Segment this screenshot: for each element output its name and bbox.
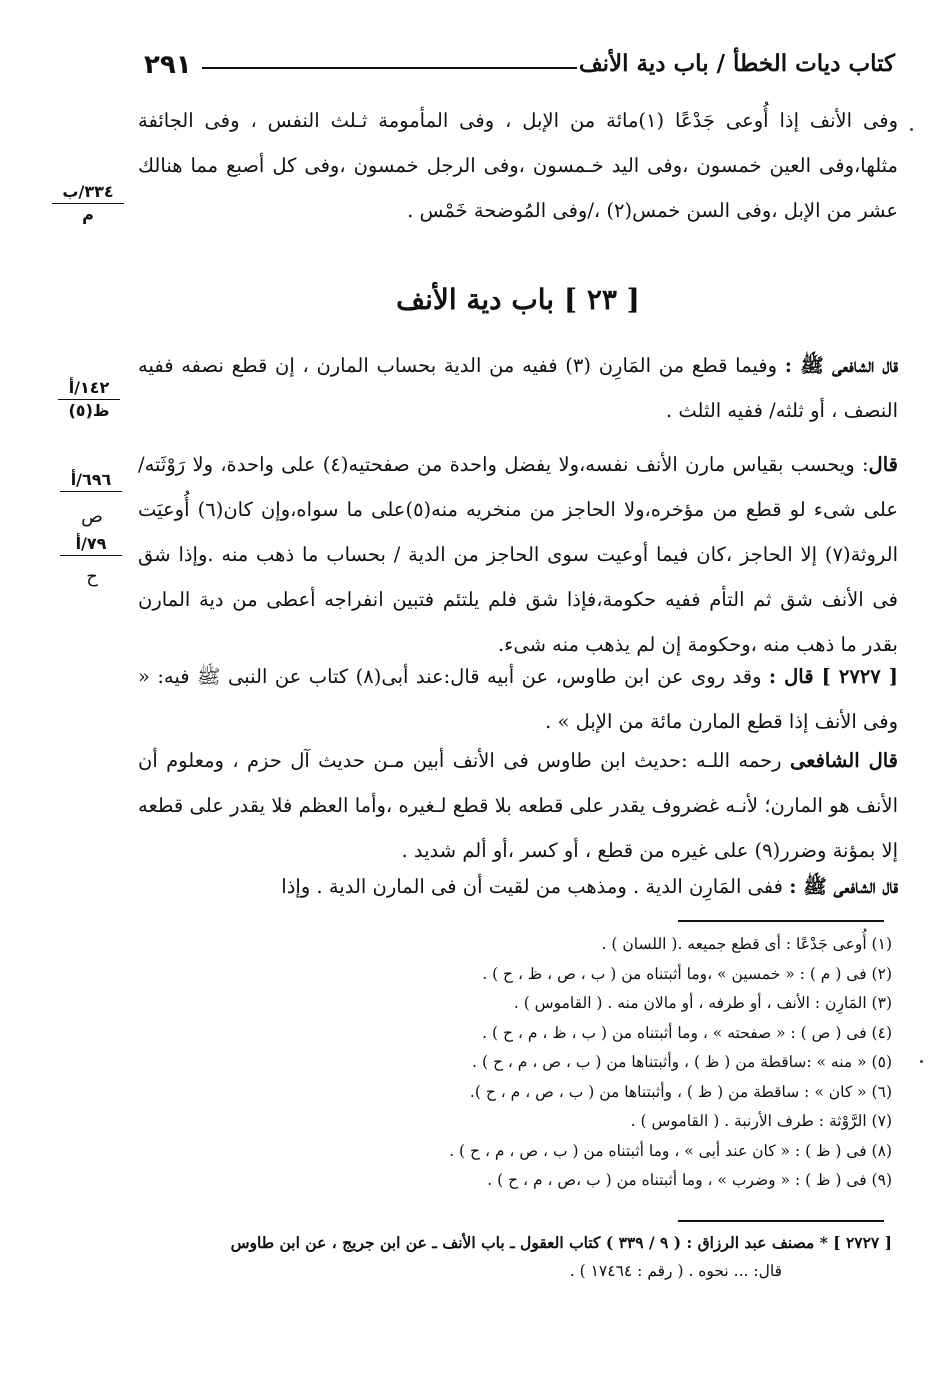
header-rule (202, 67, 577, 69)
running-header (140, 48, 895, 82)
paragraph (138, 343, 898, 433)
footnote-rule (678, 920, 884, 922)
paragraph-lead: قال الشافعى ﷺ : (789, 875, 898, 898)
paragraph-lead: [ ٢٧٢٧ ] قال : (768, 665, 898, 688)
source-note (120, 1228, 892, 1286)
paragraph-text: وفيما قطع من المَارِن (٣) ففيه من الدية بحساب المارن ، إن قطع نصفه ففيه النصف ، أو ثلثه/ ففيه الثلث . (138, 354, 898, 422)
paragraph-lead: قال الشافعى (789, 749, 898, 772)
footnote: (٣) المَارِن : الأنف ، أو طرفه ، أو مالان منه . ( القاموس ) . (513, 994, 892, 1012)
margin-note-siglum: م (82, 205, 94, 224)
paragraph-text: وقد روى عن ابن طاوس، عن أبيه قال:عند أبى(٨) كتاب عن النبى ﷺ فيه: « وفى الأنف إذا قطع المارن مائة من الإبل » . (138, 665, 898, 733)
paragraph-text: رحمه اللـه :حديث ابن طاوس فى الأنف أبين مـن حديث آل حزم ، ومعلوم أن الأنف هو المارن؛ لأنـه غضروف يقدر على قطعه بلا قطع لـغيره ،وأما العظم فلا يقدر على قطعه إلا بمؤنة وضرر(٩) على غيره من قطع ، أو كسر ،أو ألم شديد . (138, 749, 898, 862)
margin-note (60, 534, 122, 556)
footnotes (280, 930, 892, 1196)
footnote: (٤) فى ( ص ) : « صفحته » ، وما أثبتناه من ( ب ، ظ ، م ، ح ) . (482, 1023, 892, 1042)
section-heading: [ ٢٣ ] باب دية الأنف (396, 283, 640, 316)
margin-note-siglum: ص (81, 506, 103, 527)
margin-note-siglum: ظ(٥) (68, 401, 110, 420)
margin-note-folio: ٧٩/أ (60, 534, 122, 556)
footnote: (٥) « منه » :ساقطة من ( ظ ) ، وأثبتناها من ( ب ، ص ، م ، ح ) . (472, 1053, 892, 1071)
margin-note-siglum: ح (86, 566, 98, 587)
margin-note-folio: ٦٩٦/أ (60, 470, 122, 492)
margin-note-folio: ٣٣٤/ب (52, 182, 124, 204)
paragraph (138, 442, 898, 667)
stray-dot (910, 128, 913, 131)
margin-note (60, 470, 122, 492)
paragraph-text: : ويحسب بقياس مارن الأنف نفسه،ولا يفضل واحدة من صفحتيه(٤) على واحدة، ولا رَوْثَته/على شىء لو قطع من مؤخره،ولا الحاجز من منخريه منه(٥)على ما سواه،وإن كان(٦) أُوعيَت الروثة(٧) إلا الحاجز ،كان فيما أوعيت سوى الحاجز من الدية / بحساب ما ذهب منه .وإذا شق فى الأنف شق ثم التأم ففيه حكومة،فإذا شق فلم يلتئم فتبين انفراجه أعطى من دية المارن بقدر ما ذهب منه ،وحكومة إن لم يذهب منه شىء. (138, 453, 899, 656)
footnote: (٩) فى ( ظ ) : « وضرب » ، وما أثبتناه من ( ب ،ص ، م ، ح ) . (487, 1171, 892, 1189)
footnote: (٨) فى ( ظ ) : « كان عند أبى » ، وما أثبتناه من ( ب ، ص ، م ، ح ) . (449, 1141, 892, 1160)
running-title: كتاب ديات الخطأ / باب دية الأنف (578, 50, 895, 77)
paragraph (138, 98, 898, 233)
footnote: (٧) الرَّوْثة : طرف الأرنبة . ( القاموس ) . (630, 1112, 892, 1130)
paragraph-lead: قال الشافعى ﷺ : (784, 354, 899, 377)
margin-note (58, 378, 120, 421)
footnote: (١) أُوعى جَدْعًا : أى قطع جميعه .( اللسان ) . (601, 935, 892, 953)
footnote: (٦) « كان » : ساقطة من ( ظ ) ، وأثبتناها من ( ب ، ص ، م ، ح ). (469, 1082, 892, 1101)
margin-note-folio: ١٤٢/أ (58, 378, 120, 400)
paragraph-text: ففى المَارِن الدية . ومذهب من لقيت أن فى المارن الدية . وإذا (281, 875, 790, 898)
paragraph (138, 654, 898, 744)
source-line: قال: ... نحوه . ( رقم : ١٧٤٦٤ ) . (569, 1262, 782, 1280)
paragraph (138, 864, 898, 909)
source-rule (678, 1220, 884, 1222)
margin-note (52, 182, 124, 225)
stray-dot (920, 1060, 923, 1063)
page-number: ٢٩١ (144, 50, 192, 80)
source-line: [ ٢٧٢٧ ] * مصنف عبد الرزاق : ( ٩ / ٣٣٩ ) كتاب العقول ـ باب الأنف ـ عن ابن جريج ، عن ابن طاوس (230, 1233, 892, 1252)
footnote: (٢) فى ( م ) : « خمسين » ،وما أثبتناه من ( ب ، ص ، ظ ، ح ) . (482, 964, 892, 983)
paragraph-lead: قال (868, 453, 898, 476)
paragraph-text: وفى الأنف إذا أُوعى جَدْعًا (١)مائة من الإبل ، وفى المأمومة ثـلث النفس ، وفى الجائفة مثلها،وفى العين خمسون ،وفى اليد خـمسون ،وفى الرجل خمسون ،وفى كل أصبع مما هنالك عشر من الإبل ،وفى السن خمس(٢) ،/وفى المُوضحة خَمْس . (138, 109, 899, 222)
paragraph (138, 738, 898, 873)
